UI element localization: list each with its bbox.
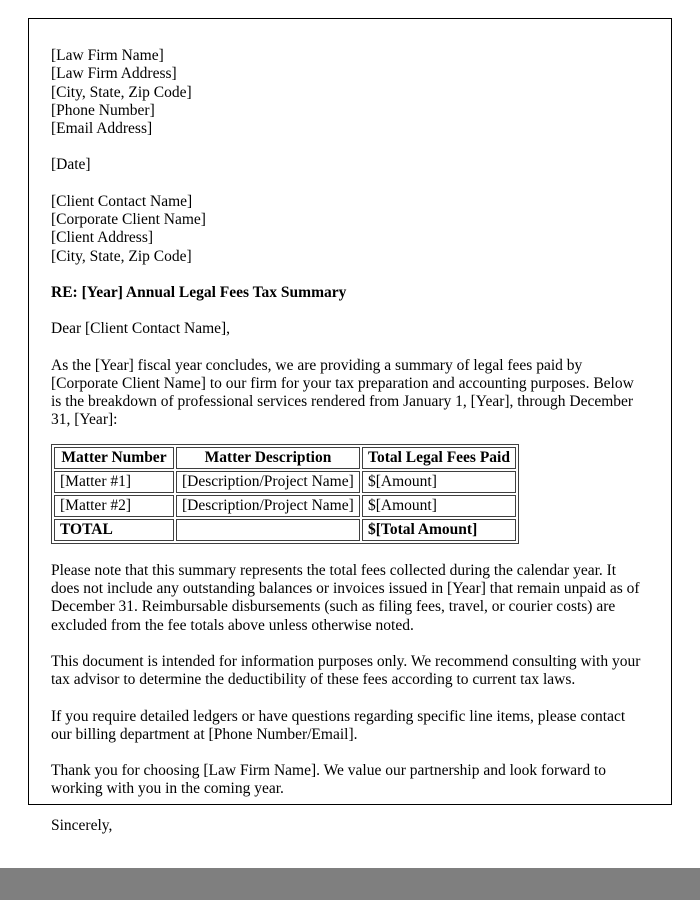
- sender-line-city-state-zip: [City, State, Zip Code]: [51, 83, 192, 101]
- sender-line-firm-name: [Law Firm Name]: [51, 47, 164, 64]
- recipient-line-city-state-zip: [City, State, Zip Code]: [51, 247, 192, 265]
- thanks-paragraph: Thank you for choosing [Law Firm Name]. We value our partnership and look forward to working with you in the coming year.: [51, 762, 607, 798]
- cell-matter-description: [Description/Project Name]: [176, 495, 360, 517]
- disclaimer-paragraph: This document is intended for information purposes only. We recommend consulting with your tax advisor to determine the deductibility of these fees according to current tax laws.: [51, 652, 641, 689]
- recipient-block: [51, 193, 647, 266]
- recipient-line-contact: [Client Contact Name]: [51, 192, 193, 210]
- recipient-line-company: [Corporate Client Name]: [51, 211, 206, 229]
- closing-line: Sincerely,: [51, 816, 113, 834]
- table-total-row: [54, 519, 516, 541]
- intro-paragraph: As the [Year] fiscal year concludes, we are providing a summary of legal fees paid by [Corporate Client Name] to our firm for your tax preparation and accounting purposes. Below is the breakdown of professional services rendered from January 1, [Year], through December 31, [Year]:: [51, 356, 634, 429]
- date-line: [Date]: [51, 156, 91, 174]
- bottom-gray-strip: [0, 868, 700, 900]
- recipient-line-address: [Client Address]: [51, 229, 154, 247]
- header-total-legal-fees: Total Legal Fees Paid: [362, 447, 516, 469]
- sender-block: [51, 47, 647, 138]
- cell-fees-paid: $[Amount]: [362, 471, 516, 493]
- salutation: Dear [Client Contact Name],: [51, 320, 231, 338]
- cell-total-description: [176, 519, 360, 541]
- legal-fees-table: [51, 444, 519, 544]
- header-matter-number: Matter Number: [54, 447, 174, 469]
- cell-matter-number: [Matter #2]: [54, 495, 174, 517]
- cell-total-label: TOTAL: [54, 519, 174, 541]
- sender-line-address: [Law Firm Address]: [51, 65, 177, 83]
- table-row: [54, 471, 516, 493]
- cell-fees-paid: $[Amount]: [362, 495, 516, 517]
- table-row: [54, 495, 516, 517]
- note-paragraph: Please note that this summary represents the total fees collected during the calendar year. It does not include any outstanding balances or invoices issued in [Year] that remain unpaid as of December 31. Reimbursable disbursements (such as filing fees, travel, or courier costs) are excluded from the fee totals above unless otherwise noted.: [51, 561, 640, 634]
- header-matter-description: Matter Description: [176, 447, 360, 469]
- cell-total-amount: $[Total Amount]: [362, 519, 516, 541]
- sender-line-phone: [Phone Number]: [51, 101, 155, 119]
- table-header-row: [54, 447, 516, 469]
- sender-line-email: [Email Address]: [51, 120, 153, 138]
- cell-matter-number: [Matter #1]: [54, 471, 174, 493]
- letter-body: [28, 18, 672, 834]
- subject-line: RE: [Year] Annual Legal Fees Tax Summary: [51, 283, 347, 301]
- contact-paragraph: If you require detailed ledgers or have questions regarding specific line items, please contact our billing department at [Phone Number/Email].: [51, 707, 626, 743]
- cell-matter-description: [Description/Project Name]: [176, 471, 360, 493]
